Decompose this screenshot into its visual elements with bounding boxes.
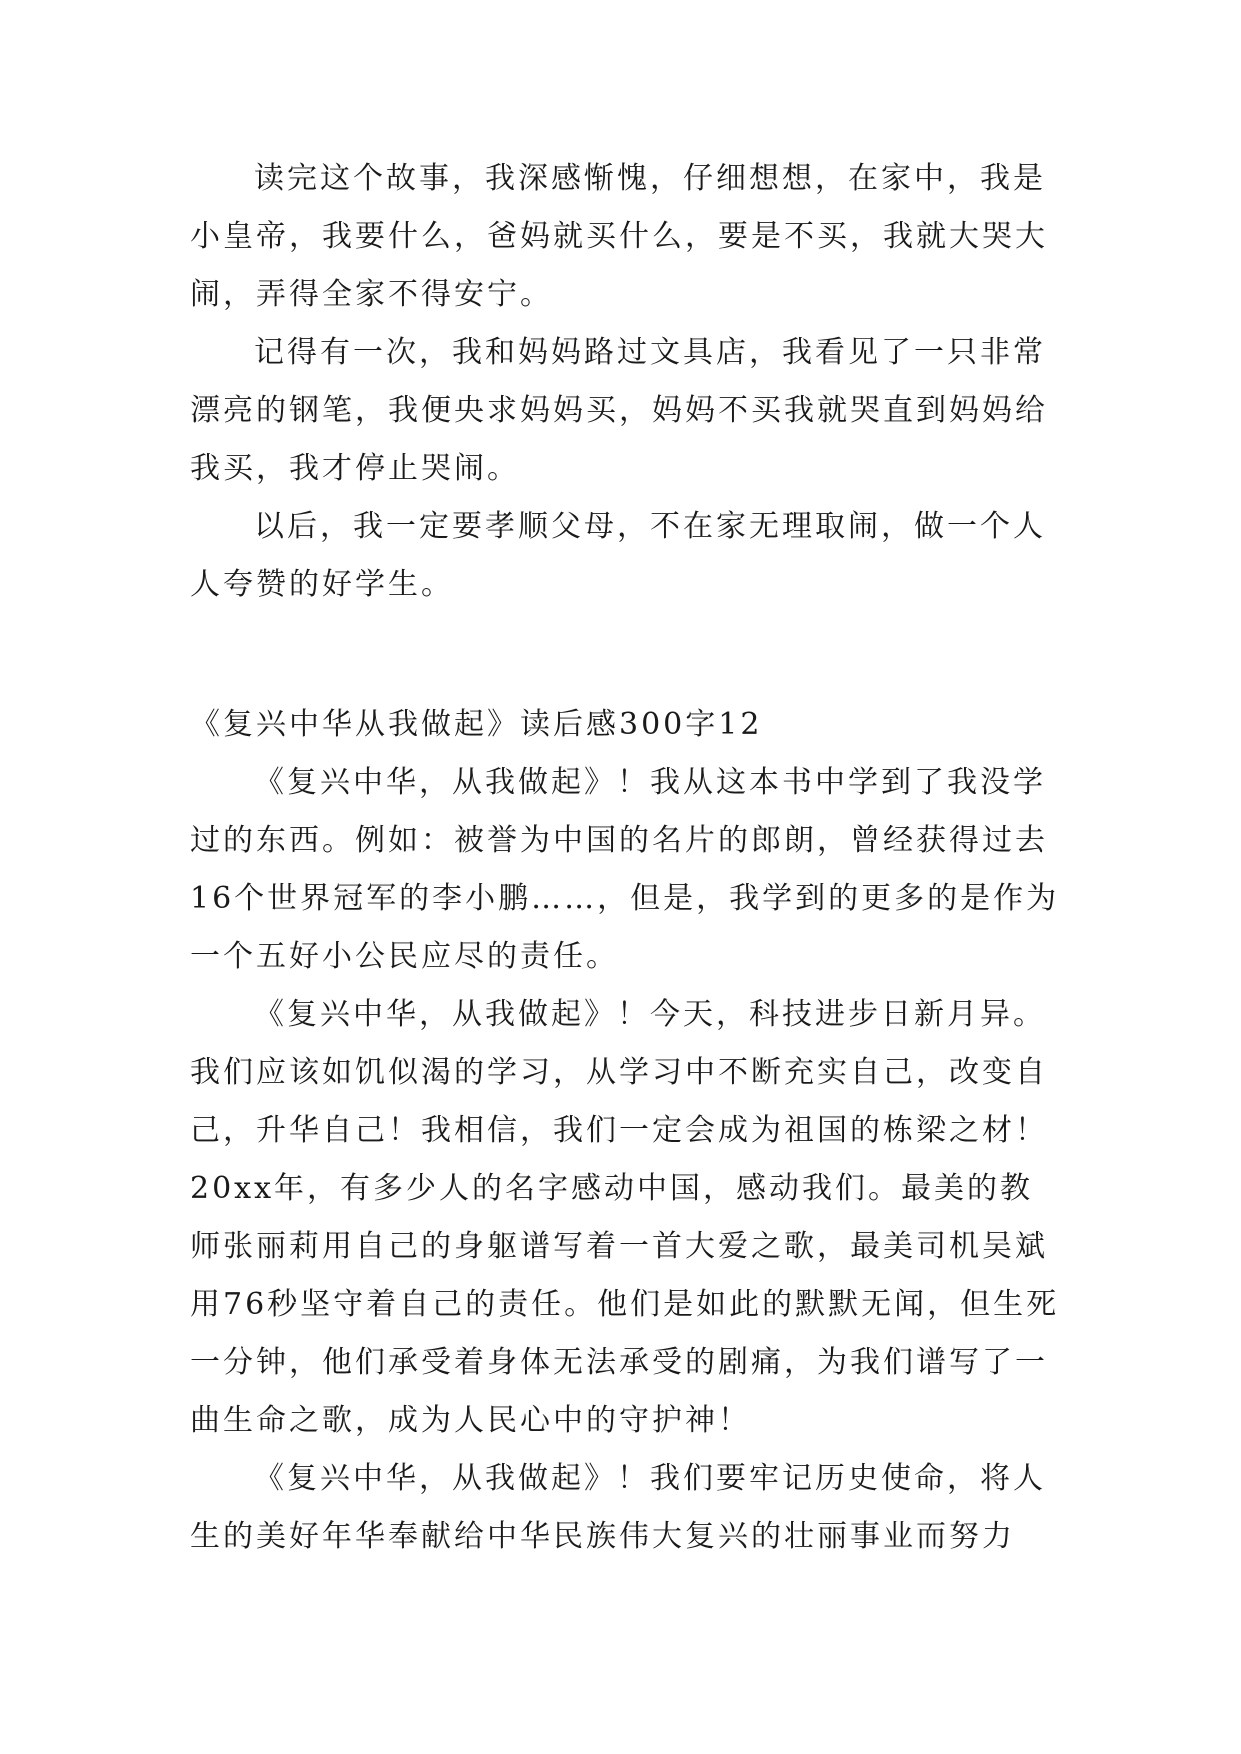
paragraph: 以后，我一定要孝顺父母，不在家无理取闹，做一个人人夸赞的好学生。 — [190, 509, 1046, 602]
paragraph: 记得有一次，我和妈妈路过文具店，我看见了一只非常漂亮的钢笔，我便央求妈妈买，妈妈不买我就哭直到妈妈给我买，我才停止哭闹。 — [190, 335, 1048, 486]
paragraph: 《复兴中华，从我做起》！我从这本书中学到了我没学过的东西。例如：被誉为中国的名片的郎朗，曾经获得过去16个世界冠军的李小鹏……，但是，我学到的更多的是作为一个五好小公民应尽的责任。 — [190, 765, 1060, 974]
paragraph: 《复兴中华，从我做起》！今天，科技进步日新月异。我们应该如饥似渴的学习，从学习中不断充实自己，改变自己，升华自己！我相信，我们一定会成为祖国的栋梁之材！20xx年，有多少人的名字感动中国，感动我们。最美的教师张丽莉用自己的身躯谱写着一首大爱之歌，最美司机吴斌用76秒坚守着自己的责任。他们是如此的默默无闻，但生死一分钟，他们承受着身体无法承受的剧痛，为我们谱写了一曲生命之歌，成为人民心中的守护神！ — [190, 997, 1060, 1438]
paragraph: 读完这个故事，我深感惭愧，仔细想想，在家中，我是小皇帝，我要什么，爸妈就买什么，要是不买，我就大哭大闹，弄得全家不得安宁。 — [190, 161, 1048, 312]
section-heading: 《复兴中华从我做起》读后感300字12 — [190, 707, 763, 742]
paragraph: 《复兴中华，从我做起》！我们要牢记历史使命，将人生的美好年华奉献给中华民族伟大复兴的壮丽事业而努力 — [190, 1461, 1046, 1554]
document-page — [190, 150, 1065, 1566]
